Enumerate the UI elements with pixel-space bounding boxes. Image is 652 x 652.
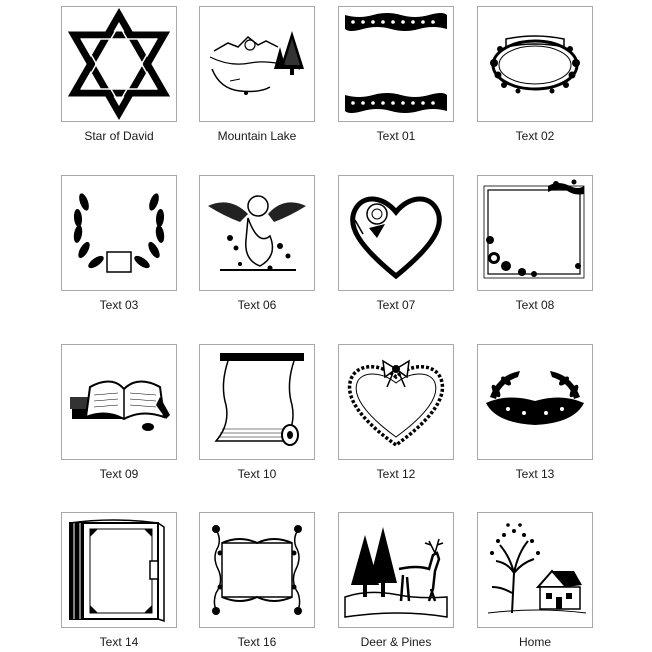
thumbnail[interactable] bbox=[338, 344, 454, 460]
thumbnail[interactable] bbox=[338, 6, 454, 122]
item-label: Text 13 bbox=[515, 467, 555, 481]
deer-pines-icon bbox=[339, 513, 453, 627]
open-book-icon bbox=[62, 345, 176, 459]
item-label: Star of David bbox=[84, 129, 154, 143]
thumbnail[interactable] bbox=[199, 175, 315, 291]
gallery-item-text-13[interactable] bbox=[477, 344, 593, 481]
thumbnail[interactable] bbox=[199, 6, 315, 122]
thumbnail[interactable] bbox=[477, 6, 593, 122]
gallery-item-star-of-david[interactable] bbox=[61, 6, 177, 143]
thumbnail[interactable] bbox=[477, 344, 593, 460]
scroll-icon bbox=[200, 345, 314, 459]
gallery-item-text-07[interactable] bbox=[338, 175, 454, 312]
item-label: Text 10 bbox=[237, 467, 277, 481]
thumbnail[interactable] bbox=[61, 6, 177, 122]
thumbnail[interactable] bbox=[477, 175, 593, 291]
item-label: Text 03 bbox=[99, 298, 139, 312]
thumbnail[interactable] bbox=[61, 175, 177, 291]
thumbnail[interactable] bbox=[477, 512, 593, 628]
item-label: Text 02 bbox=[515, 129, 555, 143]
item-label: Deer & Pines bbox=[360, 635, 432, 649]
rose-heart-icon bbox=[339, 176, 453, 290]
floral-banner-icon bbox=[478, 7, 592, 121]
gallery-item-text-08[interactable] bbox=[477, 175, 593, 312]
gallery-item-text-09[interactable] bbox=[61, 344, 177, 481]
item-label: Text 16 bbox=[237, 635, 277, 649]
gallery-item-text-01[interactable] bbox=[338, 6, 454, 143]
gallery-item-text-16[interactable] bbox=[199, 512, 315, 649]
bow-heart-icon bbox=[339, 345, 453, 459]
gallery-item-deer-pines[interactable] bbox=[338, 512, 454, 649]
cherub-icon bbox=[200, 176, 314, 290]
leaf-wreath-icon bbox=[478, 345, 592, 459]
gallery-item-text-14[interactable] bbox=[61, 512, 177, 649]
home-tree-icon bbox=[478, 513, 592, 627]
gallery-item-text-03[interactable] bbox=[61, 175, 177, 312]
floral-corner-frame-icon bbox=[478, 176, 592, 290]
laurel-wreath-icon bbox=[62, 176, 176, 290]
thumbnail[interactable] bbox=[199, 512, 315, 628]
gallery-item-text-02[interactable] bbox=[477, 6, 593, 143]
gallery-item-text-06[interactable] bbox=[199, 175, 315, 312]
gallery-item-mountain-lake[interactable] bbox=[199, 6, 315, 143]
item-label: Text 01 bbox=[376, 129, 416, 143]
gallery-item-home[interactable] bbox=[477, 512, 593, 649]
item-label: Text 07 bbox=[376, 298, 416, 312]
thumbnail[interactable] bbox=[199, 344, 315, 460]
thumbnail[interactable] bbox=[338, 512, 454, 628]
item-label: Text 12 bbox=[376, 467, 416, 481]
closed-book-icon bbox=[62, 513, 176, 627]
thumbnail[interactable] bbox=[61, 512, 177, 628]
item-label: Text 09 bbox=[99, 467, 139, 481]
item-label: Text 06 bbox=[237, 298, 277, 312]
gallery-item-text-12[interactable] bbox=[338, 344, 454, 481]
gallery-item-text-10[interactable] bbox=[199, 344, 315, 481]
stars-banner-icon bbox=[339, 7, 453, 121]
item-label: Text 14 bbox=[99, 635, 139, 649]
item-label: Mountain Lake bbox=[217, 129, 297, 143]
item-label: Home bbox=[518, 635, 551, 649]
star-of-david-icon bbox=[62, 7, 176, 121]
thumbnail[interactable] bbox=[338, 175, 454, 291]
ornate-frame-icon bbox=[200, 513, 314, 627]
mountain-lake-icon bbox=[200, 7, 314, 121]
thumbnail[interactable] bbox=[61, 344, 177, 460]
item-label: Text 08 bbox=[515, 298, 555, 312]
